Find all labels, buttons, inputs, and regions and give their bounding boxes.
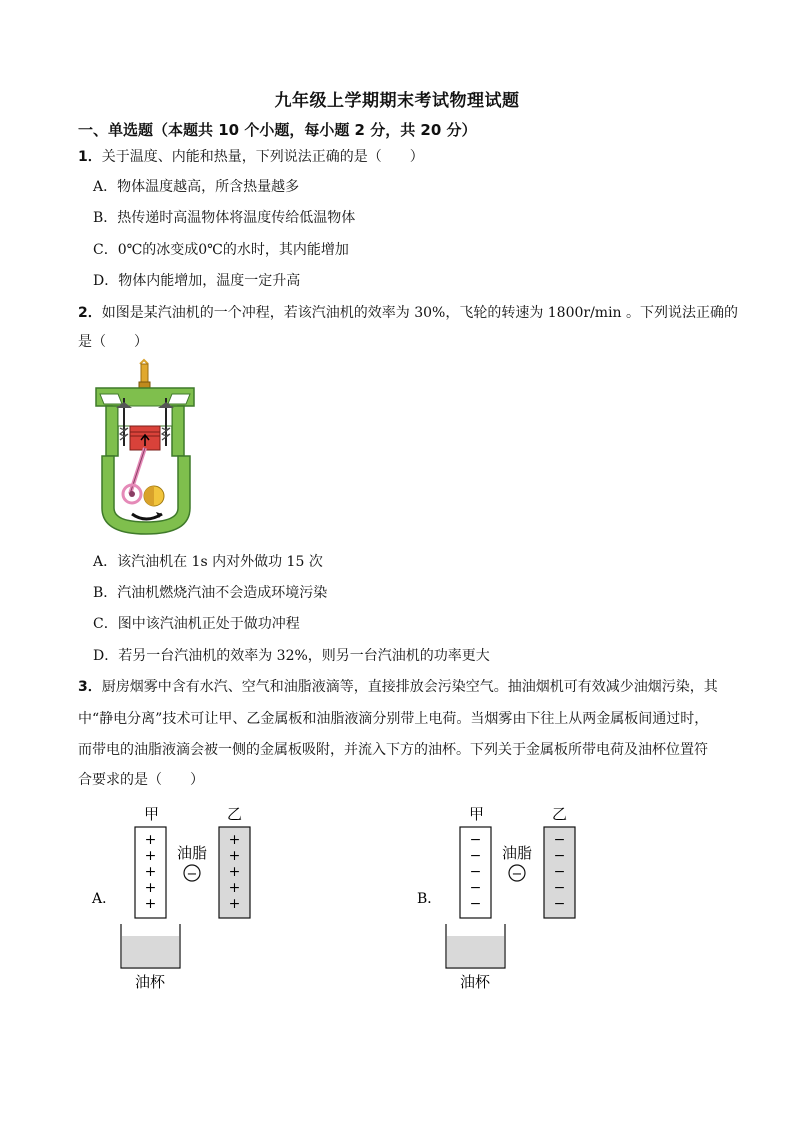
question-stem: 关于温度、内能和热量，下列说法正确的是（ ） [101,149,424,165]
oil-cup-icon [122,936,179,967]
charge-sign: + [228,880,241,896]
question-2 [78,302,738,322]
page-title: 九年级上学期期末考试物理试题 [274,91,520,111]
q2-option-c: C．图中该汽油机正处于做功冲程 [93,616,300,632]
oil-label: 油脂 [176,844,208,862]
charge-sign: + [144,864,157,880]
crankshaft-icon [123,448,145,503]
charge-sign: − [469,896,482,912]
plate-label-jia: 甲 [469,805,485,823]
charge-sign: − [553,880,566,896]
droplet-charge: − [511,867,523,882]
q2-option-b: B．汽油机燃烧汽油不会造成环境污染 [93,585,328,601]
oil-cup-icon [447,936,504,967]
charge-sign: + [228,864,241,880]
figure-option-a [88,800,268,995]
figure-option-b [413,800,593,995]
section-heading: 一、单选题（本题共 10 个小题，每小题 2 分，共 20 分） [78,121,477,139]
charge-sign: − [469,880,482,896]
droplet-charge: − [186,867,198,882]
question-number: 1． [78,149,102,165]
q1-option-b: B．热传递时高温物体将温度传给低温物体 [93,210,356,226]
cup-label: 油杯 [459,973,491,991]
charge-sign: − [469,832,482,848]
question-3 [78,676,718,696]
spark-plug-icon [139,360,150,388]
question-stem-line: 厨房烟雾中含有水汽、空气和油脂液滴等，直接排放会污染空气。抽油烟机可有效减少油烟污染，其 [101,679,718,695]
charge-sign: − [553,848,566,864]
piston-icon [130,426,160,450]
charge-sign: − [469,864,482,880]
charge-sign: + [144,896,157,912]
charge-sign: + [228,848,241,864]
q1-option-d: D．物体内能增加，温度一定升高 [93,273,301,289]
option-letter: A． [92,891,117,907]
question-stem-line: 中“静电分离”技术可让甲、乙金属板和油脂液滴分别带上电荷。当烟雾由下往上从两金属板间通过时， [78,711,709,727]
q1-option-a: A．物体温度越高，所含热量越多 [93,179,300,195]
charge-sign: − [553,832,566,848]
plate-label-jia: 甲 [144,805,160,823]
charge-sign: − [553,864,566,880]
charge-sign: − [553,896,566,912]
question-stem-line: 是（ ） [78,334,148,350]
question-stem-line: 合要求的是（ ） [78,772,204,788]
charge-sign: + [228,896,241,912]
q2-option-a: A．该汽油机在 1s 内对外做功 15 次 [93,554,323,570]
charge-sign: + [144,832,157,848]
oil-label: 油脂 [501,844,533,862]
cup-label: 油杯 [134,973,166,991]
question-number: 2． [78,305,102,321]
plate-label-yi: 乙 [552,805,568,823]
charge-sign: − [469,848,482,864]
charge-sign: + [144,848,157,864]
question-1 [78,146,424,166]
charge-sign: + [228,832,241,848]
option-letter: B． [417,891,442,907]
question-stem-line: 如图是某汽油机的一个冲程，若该汽油机的效率为 30%，飞轮的转速为 1800r/min 。下列说法正确的 [101,305,739,321]
q1-option-c: C．0℃的冰变成0℃的水时，其内能增加 [93,242,349,258]
q2-option-d: D．若另一台汽油机的效率为 32%，则另一台汽油机的功率更大 [93,648,490,664]
engine-figure [92,358,200,540]
plate-label-yi: 乙 [227,805,243,823]
question-number: 3． [78,679,102,695]
charge-sign: + [144,880,157,896]
question-stem-line: 而带电的油脂液滴会被一侧的金属板吸附，并流入下方的油杯。下列关于金属板所带电荷及油杯位置符 [78,742,708,758]
